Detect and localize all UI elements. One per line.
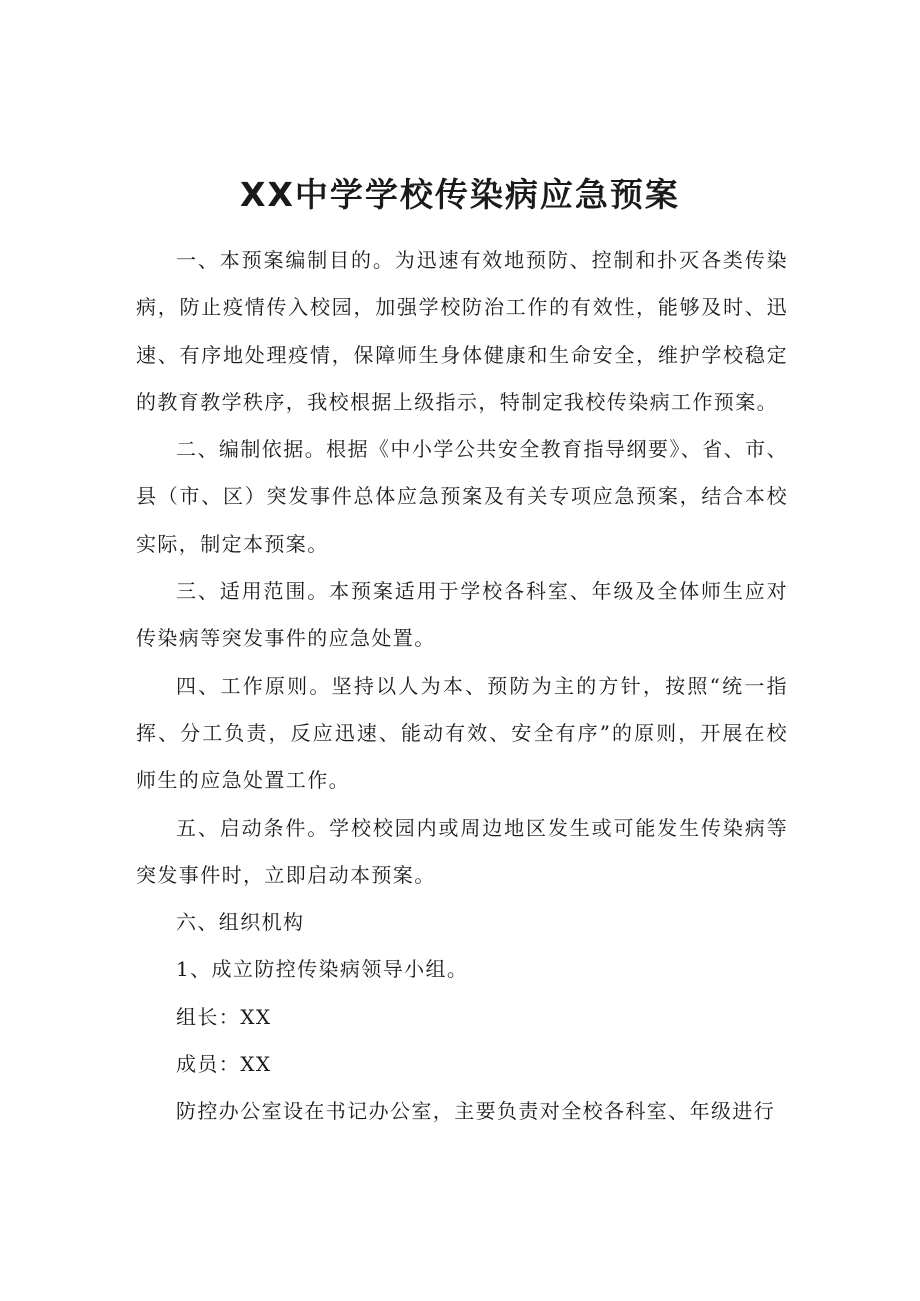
paragraph-basis: 二、编制依据。根据《中小学公共安全教育指导纲要》、省、市、县（市、区）突发事件总体应急预案及有关专项应急预案，结合本校实际，制定本预案。 [136, 437, 788, 556]
paragraph-purpose: 一、本预案编制目的。为迅速有效地预防、控制和扑灭各类传染病，防止疫情传入校园，加强学校防治工作的有效性，能够及时、迅速、有序地处理疫情，保障师生身体健康和生命安全，维护学校稳定的教育教学秩序，我校根据上级指示，特制定我校传染病工作预案。 [136, 248, 788, 414]
document-body [136, 237, 788, 1136]
paragraph-office: 防控办公室设在书记办公室，主要负责对全校各科室、年级进行 [176, 1099, 776, 1124]
document-title: XX中学学校传染病应急预案 [240, 175, 680, 214]
paragraph-group-leader: 组长：XX [176, 1004, 272, 1029]
paragraph-trigger: 五、启动条件。学校校园内或周边地区发生或可能发生传染病等突发事件时，立即启动本预案。 [136, 815, 788, 887]
paragraph-principles: 四、工作原则。坚持以人为本、预防为主的方针，按照“统一指挥、分工负责，反应迅速、能动有效、安全有序”的原则，开展在校师生的应急处置工作。 [136, 673, 788, 793]
paragraph-organization-heading: 六、组织机构 [176, 910, 305, 935]
paragraph-group-members: 成员：XX [176, 1052, 272, 1077]
paragraph-scope: 三、适用范围。本预案适用于学校各科室、年级及全体师生应对传染病等突发事件的应急处置。 [136, 579, 788, 651]
paragraph-leadership-group: 1、成立防控传染病领导小组。 [176, 957, 469, 982]
